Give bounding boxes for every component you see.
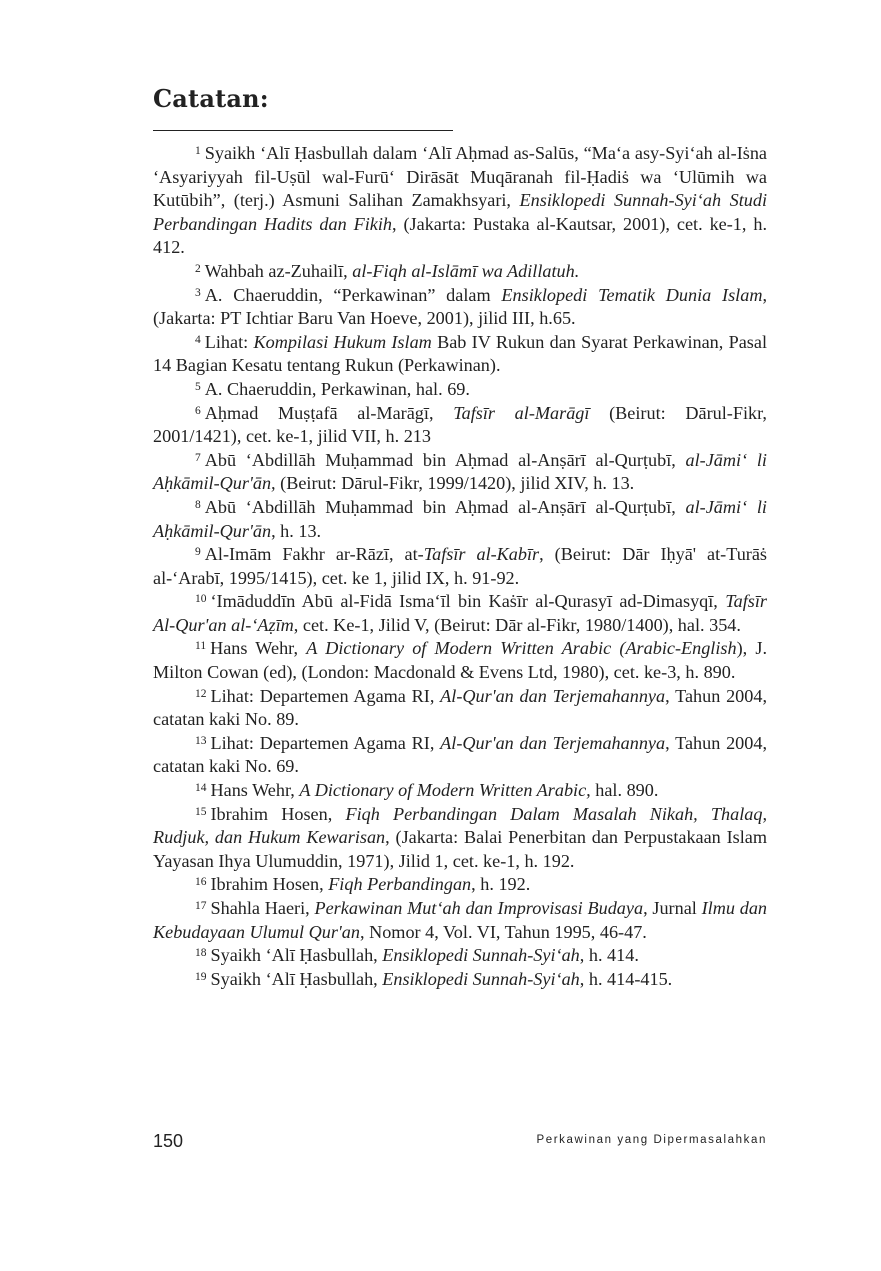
endnote-text: , (Beirut: Dār Iḥyā' at-Turāṡ al-‘Arabī, 1995/1415), cet. ke 1, jilid IX, h. 91-92.	[153, 544, 767, 588]
endnote-text: (Beirut: Dārul-Fikr, 1999/1420), jilid XIV, h. 13.	[275, 473, 635, 494]
endnote-15	[153, 803, 767, 874]
endnote-text: Wahbah az-Zuhailī,	[204, 260, 353, 281]
citation-title: Fiqh Perbandingan	[328, 874, 472, 895]
page-number: 150	[153, 1131, 184, 1151]
endnote-text: , cet. Ke-1, Jilid V, (Beirut: Dār al-Fikr, 1980/1400), hal. 354.	[293, 614, 741, 635]
endnote-number: 7	[195, 451, 201, 464]
endnote-text: , h. 13.	[271, 520, 322, 541]
endnotes-list	[153, 142, 767, 991]
citation-title: Perkawinan Mut‘ah dan Improvisasi Budaya	[314, 898, 644, 918]
endnote-number: 12	[195, 687, 207, 700]
citation-title: Tafsīr al-Marāgī	[453, 402, 590, 423]
citation-title: al-Fiqh al-Islāmī wa Adillatuh.	[352, 260, 580, 281]
citation-title: Tafsīr al-Kabīr	[423, 544, 540, 565]
endnote-number: 17	[195, 900, 207, 912]
endnote-number: 9	[195, 546, 201, 559]
endnote-text: , h. 414-415.	[579, 968, 673, 989]
endnote-text: , Nomor 4, Vol. VI, Tahun 1995, 46-47.	[359, 921, 647, 942]
endnote-text: , Tahun 2004, catatan kaki No. 69.	[153, 732, 767, 777]
endnote-text: , h. 192.	[471, 874, 531, 895]
endnote-5	[153, 378, 767, 402]
endnote-11	[153, 637, 767, 684]
endnote-text: , (Jakarta: Pustaka al-Kautsar, 2001), cet. ke-1, h. 412.	[153, 213, 768, 258]
endnote-text: Syaikh ‘Alī Ḥasbullah dalam ‘Alī Aḥmad as-Salūs, “Ma‘a asy-Syi‘ah al-Iṡna ‘Asyariyyah fil-Uṣūl wal-Furū‘ Dirāsāt Muqāranah fil-Ḥadiṡ wa ‘Ulūmih wa Kutūbih”, (terj.) Asmuni Salihan Zamakhsyari,	[153, 143, 767, 211]
endnote-16	[153, 873, 767, 897]
endnote-text: A. Chaeruddin, Perkawinan, hal. 69.	[204, 378, 470, 399]
endnote-number: 14	[195, 782, 207, 795]
citation-title: Ensiklopedi Sunnah-Syi‘ah Studi Perbandingan Hadits dan Fikih	[153, 190, 767, 234]
endnote-number: 3	[195, 286, 201, 299]
endnote-number: 5	[195, 380, 201, 393]
endnote-text: Lihat: Departemen Agama RI,	[210, 685, 441, 706]
endnote-text: Ibrahim Hosen,	[210, 803, 346, 824]
endnote-1	[153, 142, 767, 260]
page-footer	[153, 1131, 767, 1153]
endnote-number: 1	[195, 145, 201, 157]
citation-title: Al-Qur'an dan Terjemahannya	[440, 685, 666, 706]
endnote-text: Hans Wehr,	[210, 780, 300, 801]
endnote-12	[153, 685, 767, 732]
endnote-number: 4	[195, 333, 201, 346]
citation-title: A Dictionary of Modern Written Arabic,	[299, 780, 591, 801]
endnote-text: Syaikh ‘Alī Ḥasbullah,	[210, 968, 383, 989]
endnote-text: Abū ‘Abdillāh Muḥammad bin Aḥmad al-Anṣārī al-Qurṭubī,	[204, 449, 686, 470]
endnote-number: 6	[195, 404, 201, 417]
endnote-9	[153, 543, 767, 590]
endnote-19	[153, 968, 767, 992]
endnote-text: Hans Wehr,	[210, 638, 307, 659]
endnote-text: Ibrahim Hosen,	[210, 874, 329, 895]
endnote-text: Aḥmad Muṣṭafā al-Marāgī,	[204, 402, 454, 423]
endnote-text: , Tahun 2004, catatan kaki No. 89.	[153, 685, 767, 730]
endnote-number: 11	[195, 640, 207, 653]
citation-title: Al-Qur'an dan Terjemahannya	[440, 732, 666, 753]
endnote-text: , Jurnal	[643, 898, 702, 918]
endnote-text: A. Chaeruddin, “Perkawinan” dalam	[204, 284, 502, 305]
endnote-text: , h. 414.	[579, 945, 639, 966]
endnote-text: Syaikh ‘Alī Ḥasbullah,	[210, 945, 383, 966]
endnote-10	[153, 590, 767, 637]
citation-title: Ensiklopedi Sunnah-Syi‘ah	[382, 968, 580, 989]
endnote-number: 16	[195, 876, 207, 889]
citation-title: Tafsīr Al-Qur'an al-‘Aẓīm	[153, 591, 767, 635]
citation-title: A Dictionary of Modern Written Arabic (Arabic-English	[306, 638, 737, 659]
endnote-17	[153, 897, 767, 944]
endnote-text: Shahla Haeri,	[210, 898, 315, 918]
endnote-text: Al-Imām Fakhr ar-Rāzī, at-	[204, 544, 424, 565]
endnote-text: Lihat: Departemen Agama RI,	[210, 732, 441, 753]
citation-title: al-Jāmi‘ li Aḥkāmil-Qur'ān	[153, 496, 767, 541]
notes-heading: Catatan:	[153, 84, 269, 113]
endnote-text: Bab IV Rukun dan Syarat Perkawinan, Pasal 14 Bagian Kesatu tentang Rukun (Perkawinan).	[153, 331, 768, 376]
endnote-text: (Beirut: Dārul-Fikr, 2001/1421), cet. ke-1, jilid VII, h. 213	[153, 402, 767, 447]
endnote-8	[153, 496, 767, 543]
endnote-6	[153, 402, 767, 449]
endnote-text: , (Jakarta: PT Ichtiar Baru Van Hoeve, 2001), jilid III, h.65.	[153, 284, 767, 329]
heading-rule	[153, 130, 453, 131]
endnote-number: 13	[195, 734, 207, 747]
endnote-number: 18	[195, 947, 207, 960]
endnote-text: ), J. Milton Cowan (ed), (London: Macdonald & Evens Ltd, 1980), cet. ke-3, h. 890.	[153, 638, 767, 683]
endnote-number: 2	[195, 262, 201, 275]
citation-title: Ilmu dan Kebudayaan Ulumul Qur'an	[153, 898, 768, 942]
endnote-text: ‘Imāduddīn Abū al-Fidā Isma‘īl bin Kaṡīr al-Qurasyī ad-Dimasyqī,	[210, 591, 726, 612]
endnote-text: , (Jakarta: Balai Penerbitan dan Perpustakaan Islam Yayasan Ihya Ulumuddin, 1971), Jilid 1, cet. ke-1, h. 192.	[153, 827, 767, 871]
endnote-3	[153, 284, 767, 331]
endnote-number: 8	[195, 498, 201, 511]
citation-title: Fiqh Perbandingan Dalam Masalah Nikah, Thalaq, Rudjuk, dan Hukum Kewarisan	[153, 803, 767, 848]
citation-title: Kompilasi Hukum Islam	[253, 331, 432, 352]
citation-title: al-Jāmi‘ li Aḥkāmil-Qur'ān,	[153, 449, 767, 494]
endnote-2	[153, 260, 767, 284]
citation-title: Ensiklopedi Sunnah-Syi‘ah	[382, 945, 580, 966]
endnote-number: 15	[195, 805, 207, 818]
endnote-18	[153, 944, 767, 968]
endnote-7	[153, 449, 767, 496]
endnote-13	[153, 732, 767, 779]
running-title: Perkawinan yang Dipermasalahkan	[536, 1134, 767, 1146]
endnote-text: Lihat:	[204, 331, 254, 352]
citation-title: Ensiklopedi Tematik Dunia Islam	[501, 284, 763, 305]
endnote-14	[153, 779, 767, 803]
endnote-number: 10	[195, 593, 207, 606]
endnote-number: 19	[195, 970, 207, 983]
endnote-text: Abū ‘Abdillāh Muḥammad bin Aḥmad al-Anṣārī al-Qurṭubī,	[204, 496, 686, 517]
endnote-4	[153, 331, 767, 378]
endnote-text: hal. 890.	[590, 780, 659, 801]
